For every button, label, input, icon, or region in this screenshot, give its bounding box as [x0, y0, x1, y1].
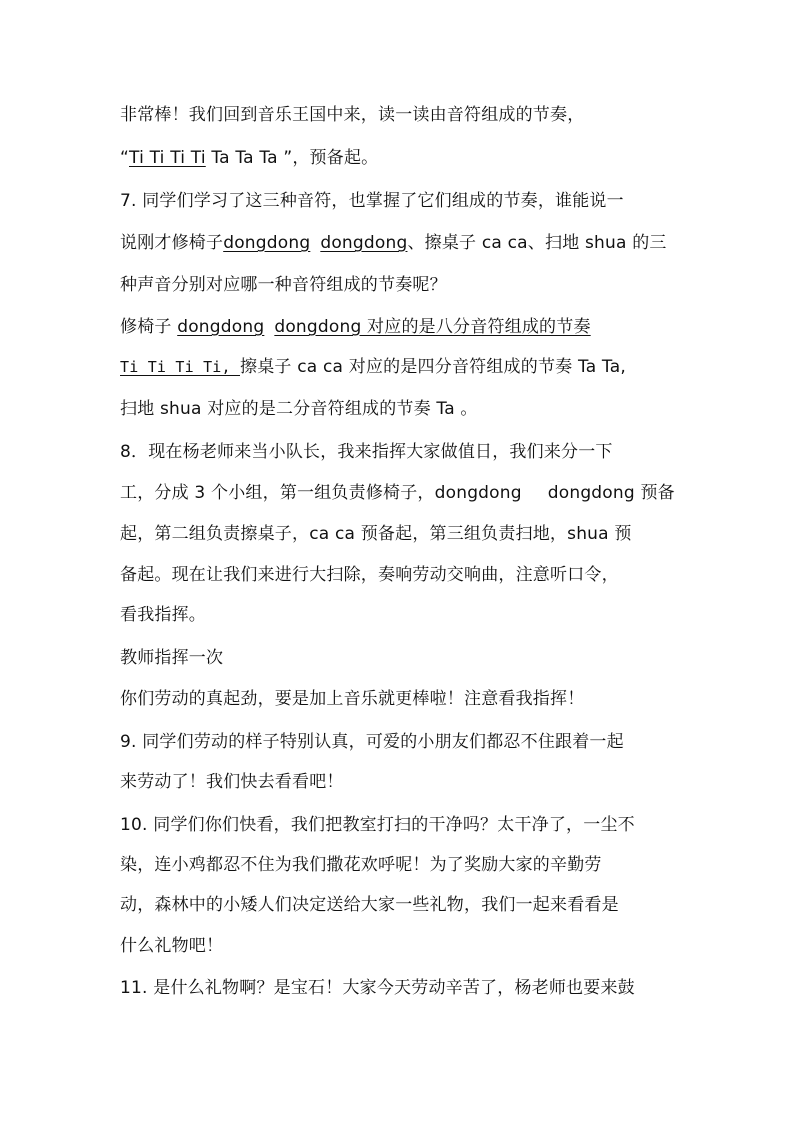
answer-line: Ti Ti Ti Ti, 擦桌子 ca ca 对应的是四分音符组成的节奏 Ta Ta, — [120, 357, 626, 377]
paragraph-line: 8．现在杨老师来当小队长，我来指挥大家做值日，我们来分一下 — [120, 442, 613, 462]
paragraph-line: 11. 是什么礼物啊？是宝石！大家今天劳动辛苦了，杨老师也要来鼓 — [120, 978, 635, 998]
paragraph-line: 来劳动了！我们快去看看吧！ — [120, 772, 344, 792]
paragraph-line: 什么礼物吧！ — [120, 936, 224, 956]
paragraph-line: 动，森林中的小矮人们决定送给大家一些礼物，我们一起来看看是 — [120, 895, 619, 915]
underlined-rhythm: Ti Ti Ti Ti, — [120, 358, 240, 376]
paragraph-line: 起，第二组负责擦桌子，ca ca 预备起，第三组负责扫地，shua 预 — [120, 524, 632, 544]
paragraph-line: 种声音分别对应哪一种音符组成的节奏呢？ — [120, 275, 447, 295]
underlined-rhythm: Ti Ti Ti Ti — [129, 148, 206, 168]
paragraph-line: 你们劳动的真起劲，要是加上音乐就更棒啦！注意看我指挥！ — [120, 689, 585, 709]
paragraph-line: 看我指挥。 — [120, 605, 206, 625]
underlined-sound: dongdong — [223, 233, 311, 253]
paragraph-line: 非常棒！我们回到音乐王国中来，读一读由音符组成的节奏， — [120, 105, 585, 125]
paragraph-line: 教师指挥一次 — [120, 648, 224, 668]
paragraph-line: 说刚才修椅子dongdong dongdong、擦桌子 ca ca、扫地 shua 的三 — [120, 233, 667, 253]
paragraph-line: 7. 同学们学习了这三种音符，也掌握了它们组成的节奏，谁能说一 — [120, 191, 624, 211]
paragraph-line: 10. 同学们你们快看，我们把教室打扫的干净吗？太干净了，一尘不 — [120, 815, 635, 835]
answer-line: 修椅子 dongdong dongdong 对应的是八分音符组成的节奏 — [120, 317, 591, 337]
paragraph-line: 工，分成 3 个小组，第一组负责修椅子，dongdong dongdong 预备 — [120, 483, 675, 503]
paragraph-line: 9. 同学们劳动的样子特别认真，可爱的小朋友们都忍不住跟着一起 — [120, 732, 624, 752]
paragraph-line: 备起。现在让我们来进行大扫除，奏响劳动交响曲，注意听口令， — [120, 565, 619, 585]
paragraph-line: 染，连小鸡都忍不住为我们撒花欢呼呢！为了奖励大家的辛勤劳 — [120, 855, 602, 875]
rhythm-line: “Ti Ti Ti Ti Ta Ta Ta ”，预备起。 — [120, 148, 379, 168]
underlined-sound: dongdong — [320, 233, 408, 253]
underlined-phrase: dongdong 对应的是八分音符组成的节奏 — [274, 317, 591, 337]
underlined-sound: dongdong — [177, 317, 265, 337]
answer-line: 扫地 shua 对应的是二分音符组成的节奏 Ta 。 — [120, 399, 478, 419]
